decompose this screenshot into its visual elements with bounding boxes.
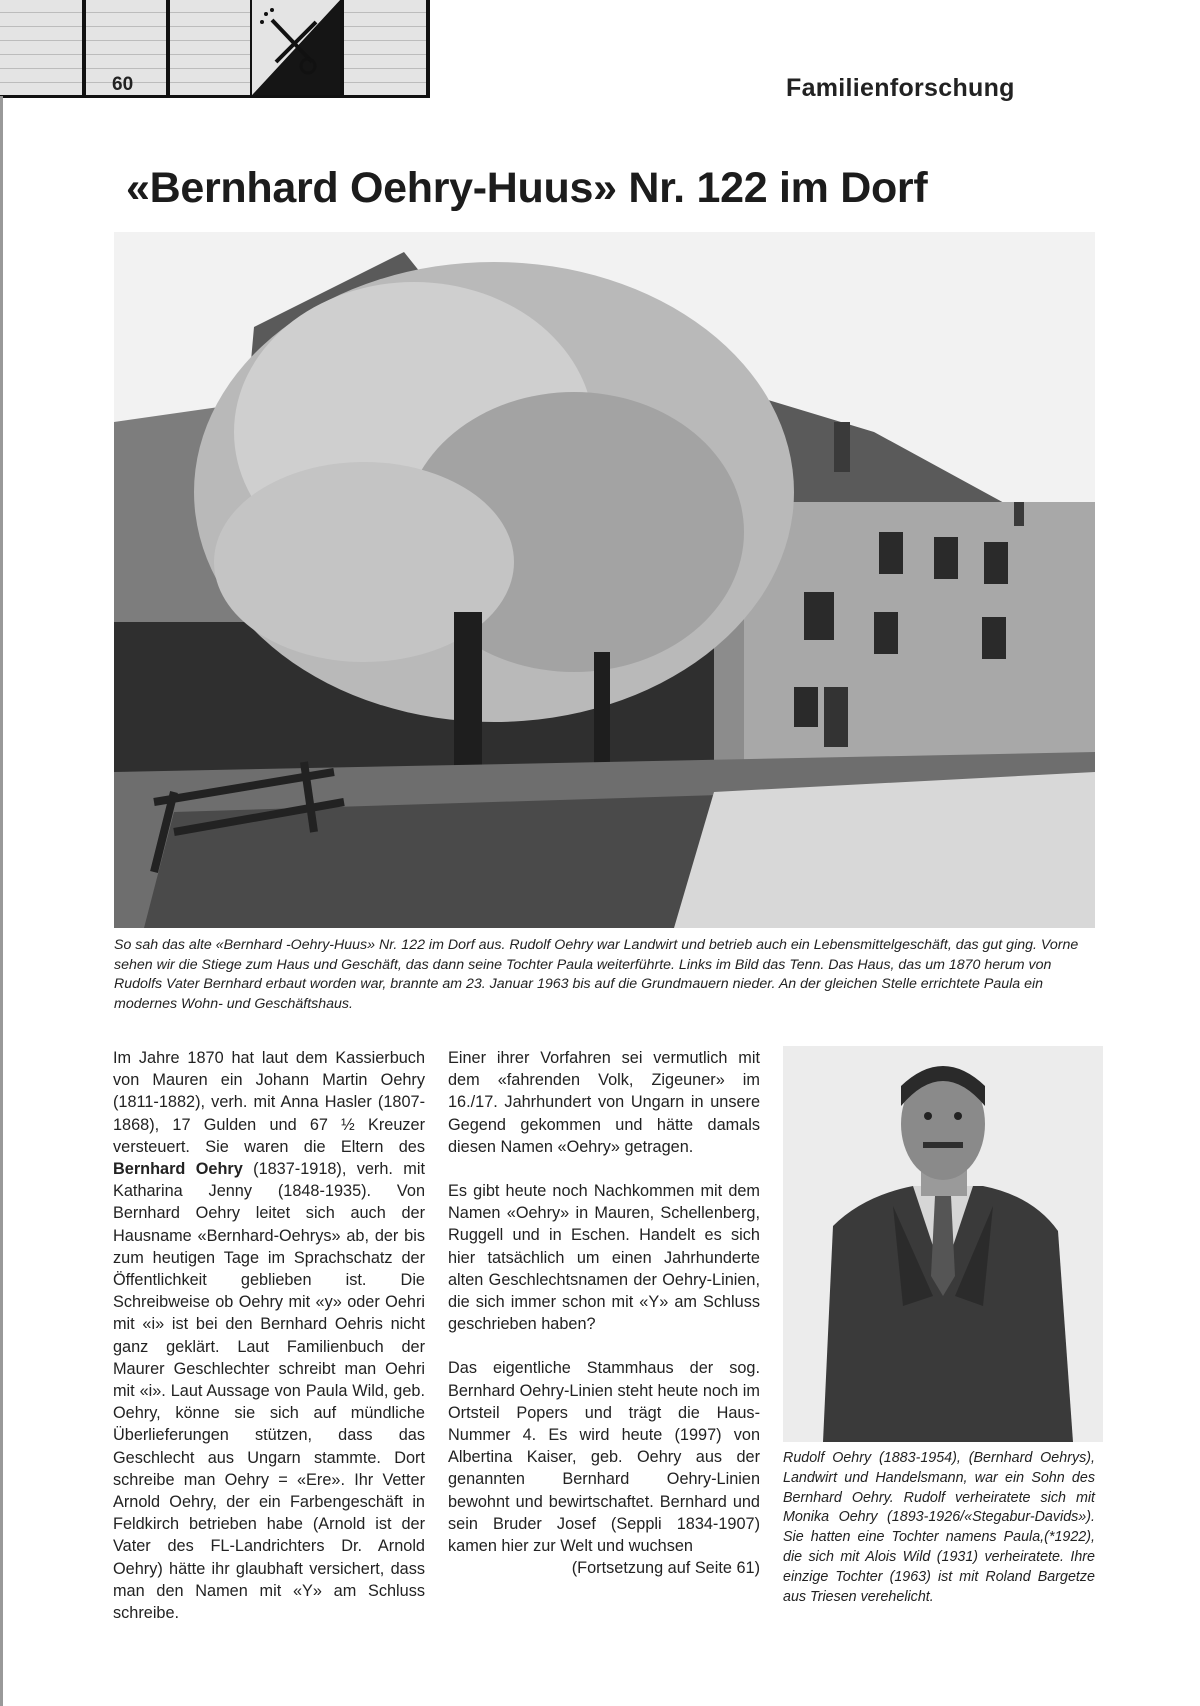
text-column-1 <box>113 1047 425 1646</box>
section-title: Familienforschung <box>786 74 1015 102</box>
column-1-text-b: (1837-1918), verh. mit Katharina Jenny (1848-1935). Von Bernhard Oehry leitet sich auch der Hausname «Bernhard-Oehrys» ab, der bis zum heutigen Tage im Sprachschatz der Öffentlichkeit geblieben ist. Die Schreibweise ob Oehry mit «y» oder Oehri mit «i» ist bei den Bernhard Oehris nicht ganz geklärt. Laut Familienbuch der Maurer Geschlechter schreibt man Oehri mit «i». Laut Aussage von Paula Wild, geb. Oehry, könne sie sich auf mündliche Überlieferungen stützen, dass das Geschlecht aus Ungarn stammte. Dort schreibe man Oehry = «Ere». Ihr Vetter Arnold Oehry, der ein Farbengeschäft in Feldkirch betrieben habe (Arnold ist der Vater des FL-Landrichters Dr. Arnold Oehry) hätte ihr glaubhaft versichert, dass man den Namen mit «Y» am Schluss schreibe. <box>113 1160 425 1623</box>
page-edge-line <box>0 96 3 1706</box>
house-photo <box>114 232 1095 928</box>
crossed-tools-icon <box>252 0 340 95</box>
column-1-text-a: Im Jahre 1870 hat laut dem Kassierbuch von Mauren ein Johann Martin Oehry (1811-1882), verh. mit Anna Hasler (1807-1868), 17 Gulden und 67 ½ Kreuzer versteuert. Sie waren die Eltern des <box>113 1049 425 1156</box>
house-photo-caption: So sah das alte «Bernhard -Oehry-Huus» Nr. 122 im Dorf aus. Rudolf Oehry war Landwirt und betrieb auch ein Lebensmittelgeschäft, das gut ging. Vorne sehen wir die Stiege zum Haus und Geschäft, das dann seine Tochter Paula weiterführte. Links im Bild das Tenn. Das Haus, das um 1870 herum von Rudolfs Vater Bernhard erbaut worden war, brannte am 23. Januar 1963 bis auf die Grundmauern nieder. An der gleichen Stelle errichtete Paula ein modernes Wohn- und Geschäftshaus. <box>114 937 1079 1012</box>
column-2-paragraph-2: Es gibt heute noch Nachkommen mit dem Namen «Oehry» in Mauren, Schellenberg, Ruggell und in Eschen. Handelt es sich hier tatsächlich um einen Jahrhunderte alten Geschlechtsnamen der Oehry-Linien, die sich immer schon mit «Y» am Schluss geschrieben haben? <box>448 1182 760 1334</box>
column-2-paragraph-3-text: Das eigentliche Stammhaus der sog. Bernhard Oehry-Linien steht heute noch im Ortsteil Popers und trägt die Haus-Nummer 4. Es wird heute (1997) von Albertina Kaiser, geb. Oehry aus der genannten Bernhard Oehry-Linien bewohnt und bewirtschaftet. Bernhard und sein Bruder Josef (Seppli 1834-1907) kamen hier zur Welt und wuchsen <box>448 1359 760 1556</box>
column-2-paragraph-3 <box>448 1357 760 1579</box>
continuation-note: (Fortsetzung auf Seite 61) <box>571 1559 760 1578</box>
page-number: 60 <box>112 74 134 95</box>
portrait-caption: Rudolf Oehry (1883-1954), (Bernhard Oehrys), Landwirt und Handelsmann, war ein Sohn des Bernhard Oehry. Rudolf verheiratete sich mit Monika Oehry (1893-1926/«Stegabur-Davids»). Sie hatten eine Tochter namens Paula,(*1922), die sich mit Alois Wild (1931) verheiratete. Ihre einzige Tochter (1963) ist mit Roland Bargetze aus Triesen verehelicht. <box>783 1450 1095 1605</box>
column-1-paragraph <box>113 1047 425 1624</box>
bernhard-oehry-name: Bernhard Oehry <box>113 1160 243 1179</box>
article-headline: «Bernhard Oehry-Huus» Nr. 122 im Dorf <box>126 164 928 212</box>
column-2-paragraph-1: Einer ihrer Vorfahren sei vermutlich mit dem «fahrenden Volk, Zigeuner» im 16./17. Jahrhundert von Ungarn in unsere Gegend gekommen und hätte damals diesen Namen «Oehry» getragen. <box>448 1049 760 1156</box>
text-column-2 <box>448 1047 760 1601</box>
portrait-photo <box>783 1046 1103 1442</box>
header-band <box>0 0 430 98</box>
